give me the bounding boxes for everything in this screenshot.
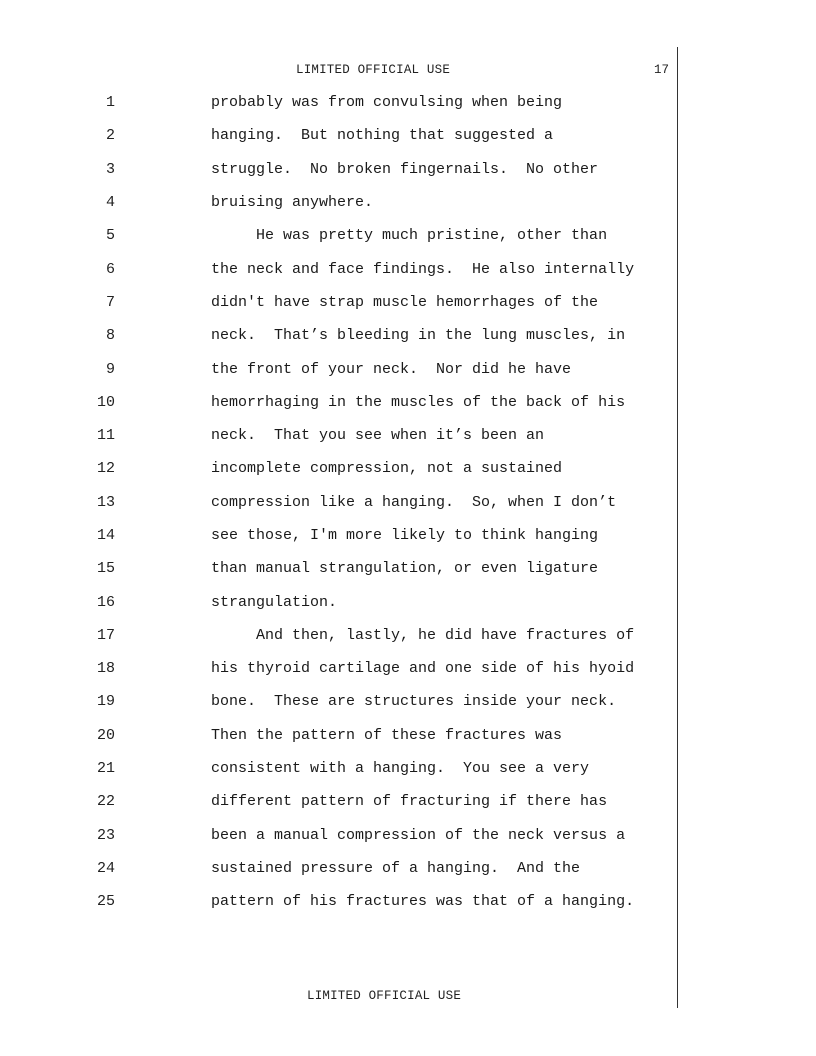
line-number: 16 — [96, 593, 115, 611]
line-number: 9 — [105, 360, 115, 378]
transcript-line — [0, 186, 676, 219]
transcript-line — [0, 885, 676, 918]
line-text: bruising anywhere. — [211, 194, 374, 212]
line-text: struggle. No broken fingernails. No other — [211, 160, 599, 178]
transcript-line — [0, 286, 676, 319]
transcript-line — [0, 819, 676, 852]
line-text: different pattern of fracturing if there has — [211, 793, 608, 811]
line-text: his thyroid cartilage and one side of his hyoid — [211, 660, 635, 678]
line-text: the front of your neck. Nor did he have — [211, 360, 572, 378]
line-number: 6 — [105, 260, 115, 278]
transcript-line — [0, 519, 676, 552]
line-number: 13 — [96, 493, 115, 511]
transcript-line — [0, 86, 676, 119]
transcript-line — [0, 153, 676, 186]
right-margin-rule — [677, 47, 678, 1008]
transcript-line — [0, 419, 676, 452]
line-text: hemorrhaging in the muscles of the back of his — [211, 393, 626, 411]
transcript-line — [0, 352, 676, 385]
line-text: And then, lastly, he did have fractures of — [211, 626, 635, 644]
line-number: 10 — [96, 393, 115, 411]
transcript-line — [0, 785, 676, 818]
line-number: 8 — [105, 327, 115, 345]
line-text: pattern of his fractures was that of a hanging. — [211, 893, 635, 911]
transcript-line — [0, 319, 676, 352]
line-text: incomplete compression, not a sustained — [211, 460, 563, 478]
line-text: hanging. But nothing that suggested a — [211, 127, 554, 145]
line-text: been a manual compression of the neck versus a — [211, 826, 626, 844]
line-number: 2 — [105, 127, 115, 145]
line-number: 19 — [96, 693, 115, 711]
transcript-line — [0, 119, 676, 152]
line-text: neck. That you see when it’s been an — [211, 427, 545, 445]
line-number: 20 — [96, 726, 115, 744]
line-text: probably was from convulsing when being — [211, 94, 563, 112]
line-text: bone. These are structures inside your neck. — [211, 693, 617, 711]
page-number: 17 — [654, 63, 670, 77]
line-number: 23 — [96, 826, 115, 844]
transcript-line — [0, 386, 676, 419]
line-text: see those, I'm more likely to think hanging — [211, 527, 599, 544]
transcript-line — [0, 685, 676, 718]
page-footer: LIMITED OFFICIAL USE — [307, 989, 462, 1003]
line-number: 7 — [105, 293, 115, 311]
transcript-line — [0, 452, 676, 485]
line-number: 1 — [105, 94, 115, 112]
transcript-line — [0, 619, 676, 652]
line-number: 21 — [96, 760, 115, 778]
line-number: 4 — [105, 194, 115, 212]
line-number: 3 — [105, 160, 115, 178]
transcript-lines — [0, 86, 676, 918]
transcript-line — [0, 719, 676, 752]
line-number: 12 — [96, 460, 115, 478]
line-text: than manual strangulation, or even ligature — [211, 560, 599, 578]
line-text: He was pretty much pristine, other than — [211, 227, 608, 245]
transcript-line — [0, 486, 676, 519]
line-number: 22 — [96, 793, 115, 811]
page-header: LIMITED OFFICIAL USE — [296, 63, 451, 77]
line-number: 5 — [105, 227, 115, 245]
line-text: the neck and face findings. He also internally — [211, 260, 635, 278]
transcript-line — [0, 219, 676, 252]
line-text: Then the pattern of these fractures was — [211, 726, 563, 744]
line-number: 25 — [96, 893, 115, 911]
line-text: strangulation. — [211, 593, 338, 611]
line-text: consistent with a hanging. You see a very — [211, 760, 590, 778]
line-number: 15 — [96, 560, 115, 578]
transcript-line — [0, 752, 676, 785]
line-number: 14 — [96, 527, 115, 544]
transcript-line — [0, 852, 676, 885]
line-text: neck. That’s bleeding in the lung muscles, in — [211, 327, 626, 345]
line-text: didn't have strap muscle hemorrhages of the — [211, 293, 599, 311]
line-number: 18 — [96, 660, 115, 678]
line-text: sustained pressure of a hanging. And the — [211, 859, 581, 877]
transcript-line — [0, 652, 676, 685]
transcript-line — [0, 252, 676, 285]
transcript-line — [0, 585, 676, 618]
line-text: compression like a hanging. So, when I don’t — [211, 493, 617, 511]
line-number: 11 — [96, 427, 115, 445]
line-number: 17 — [96, 626, 115, 644]
transcript-line — [0, 552, 676, 585]
line-number: 24 — [96, 859, 115, 877]
